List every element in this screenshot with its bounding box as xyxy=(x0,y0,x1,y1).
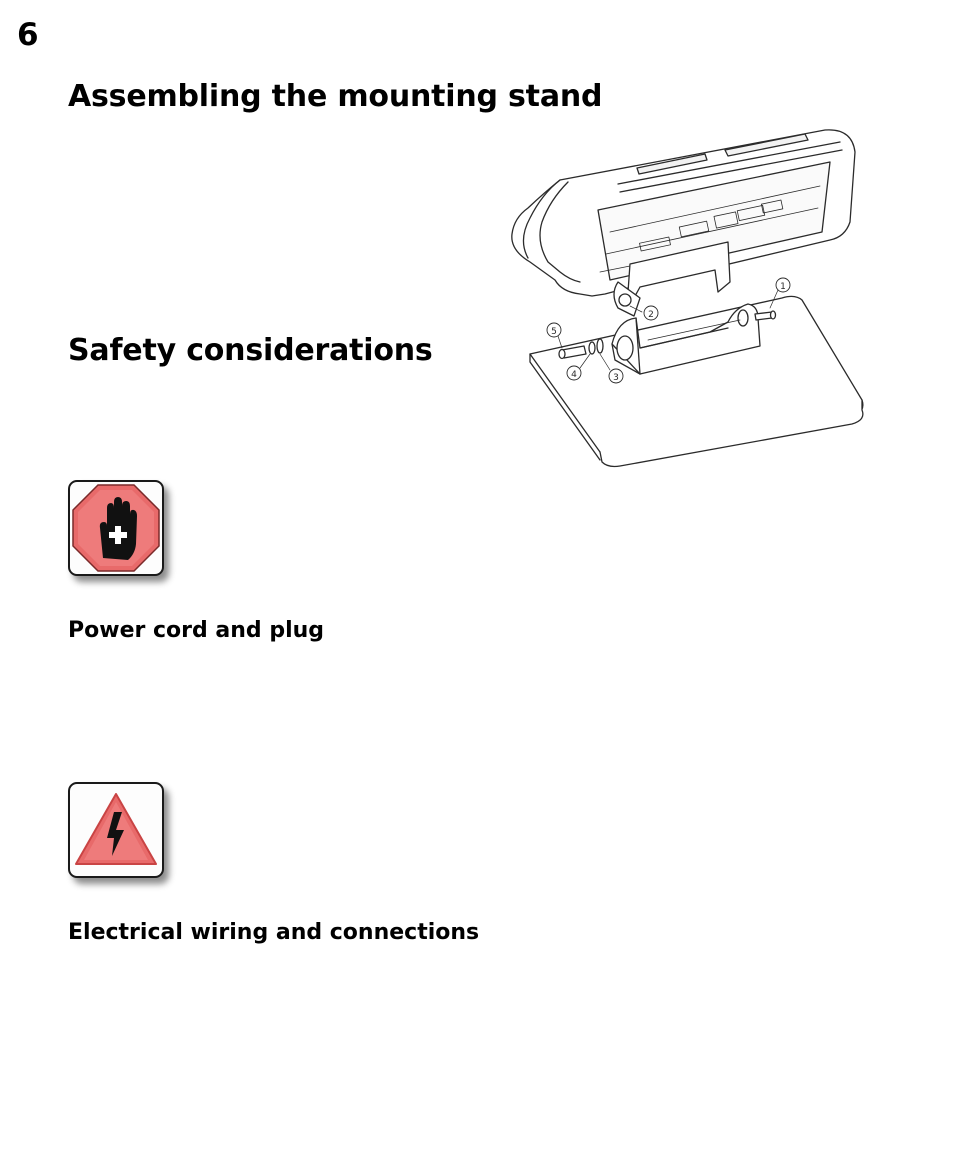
svg-text:2: 2 xyxy=(648,310,654,320)
svg-text:1: 1 xyxy=(780,282,786,292)
stop-hand-icon xyxy=(68,480,164,576)
electrical-hazard-icon xyxy=(68,782,164,878)
svg-text:3: 3 xyxy=(613,373,619,383)
section-title-assembling: Assembling the mounting stand xyxy=(68,79,603,114)
section-title-safety: Safety considerations xyxy=(68,333,433,368)
callout-5 xyxy=(547,323,562,348)
mounting-stand-illustration xyxy=(500,122,870,470)
svg-text:5: 5 xyxy=(551,327,557,337)
heading-electrical-wiring: Electrical wiring and connections xyxy=(68,920,480,945)
stand-base xyxy=(530,296,863,466)
page-number: 6 xyxy=(17,17,39,53)
svg-text:4: 4 xyxy=(571,370,577,380)
heading-power-cord: Power cord and plug xyxy=(68,618,325,643)
